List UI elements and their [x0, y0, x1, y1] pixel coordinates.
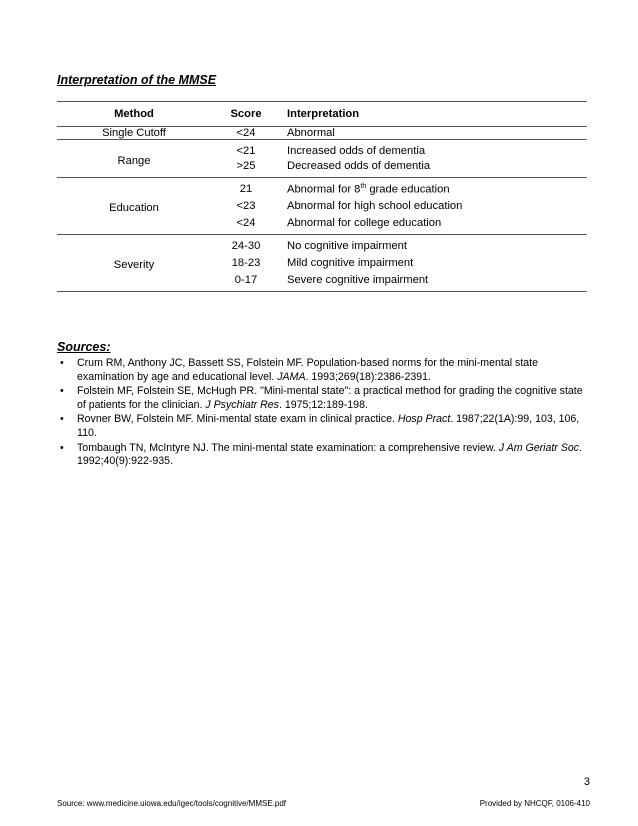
score-cell: 24-30 [231, 240, 261, 253]
list-item [57, 357, 592, 384]
table-row [57, 140, 587, 159]
header-score: Score [230, 108, 262, 120]
page-number: 3 [583, 776, 590, 788]
bullet-icon: • [60, 357, 64, 369]
header-interpretation: Interpretation [287, 108, 360, 120]
bullet-icon: • [60, 413, 64, 426]
citation-text: Tombaugh TN, McIntyre NJ. The mini-mental state examination: a comprehensive review. [77, 441, 499, 454]
method-cell: Education [109, 202, 159, 214]
journal-name: Hosp Pract [397, 413, 451, 426]
journal-name: J Am Geriatr Soc [498, 441, 580, 454]
list-item [57, 442, 592, 469]
citation-text: Rovner BW, Folstein MF. Mini-mental state exam in clinical practice. [77, 413, 398, 426]
interpretation-cell: Severe cognitive impairment [287, 273, 429, 286]
header-method: Method [114, 108, 154, 120]
mmse-interpretation-table [57, 101, 587, 292]
citation-text: Folstein MF, Folstein SE, McHugh PR. "Mini-mental state": a practical method for grading the cognitive state of patients for the clinician. [77, 385, 583, 411]
score-cell: 21 [239, 183, 253, 196]
interpretation-cell: No cognitive impairment [287, 240, 408, 253]
citation-details: . 1992;40(9):922-935. [77, 441, 582, 468]
interpretation-text: Abnormal for 8 [287, 183, 361, 196]
interpretation-cell: Abnormal for college education [287, 216, 442, 229]
sources-title: Sources: [57, 340, 111, 354]
footer-provider: Provided by NHCQF, 0106-410 [479, 799, 590, 808]
method-cell: Range [117, 154, 151, 167]
bullet-icon: • [60, 441, 64, 454]
table-header-row [57, 102, 587, 127]
table-row [57, 127, 587, 140]
method-cell: Severity [113, 259, 155, 271]
list-item [57, 385, 592, 412]
interpretation-cell: Decreased odds of dementia [287, 159, 431, 172]
page-footer [57, 799, 590, 808]
score-cell: <24 [236, 127, 256, 139]
sources-list [57, 357, 592, 470]
score-cell: <23 [236, 200, 256, 212]
citation-text: Crum RM, Anthony JC, Bassett SS, Folstein MF. Population-based norms for the mini-mental state examination by age and educational level. [77, 357, 539, 383]
score-cell: <21 [236, 145, 256, 158]
ordinal-suffix: th [360, 182, 367, 190]
citation-details: . 1987;22(1A):99, 103, 106, 110. [77, 413, 580, 439]
interpretation-cell [281, 178, 587, 197]
bullet-icon: • [60, 385, 64, 398]
journal-name: J Psychiatr Res [205, 398, 279, 411]
method-cell: Single Cutoff [102, 127, 166, 139]
score-cell: <24 [236, 216, 256, 229]
journal-name: JAMA [277, 370, 306, 383]
table-row [57, 178, 587, 197]
citation-details: . 1975;12:189-198. [278, 398, 368, 411]
score-cell: >25 [236, 159, 256, 172]
section-title: Interpretation of the MMSE [57, 73, 217, 87]
table-row [57, 235, 587, 254]
score-cell: 18-23 [231, 257, 261, 269]
interpretation-cell: Increased odds of dementia [287, 145, 426, 158]
interpretation-text-after: grade education [366, 183, 450, 196]
interpretation-cell: Abnormal for high school education [287, 200, 463, 212]
interpretation-cell: Mild cognitive impairment [287, 257, 414, 269]
footer-source: Source: www.medicine.uiowa.edu/igec/tools/cognitive/MMSE.pdf [57, 799, 286, 808]
list-item [57, 413, 592, 440]
interpretation-cell: Abnormal [287, 127, 335, 139]
citation-details: . 1993;269(18):2386-2391. [305, 370, 431, 383]
score-cell: 0-17 [234, 273, 258, 286]
